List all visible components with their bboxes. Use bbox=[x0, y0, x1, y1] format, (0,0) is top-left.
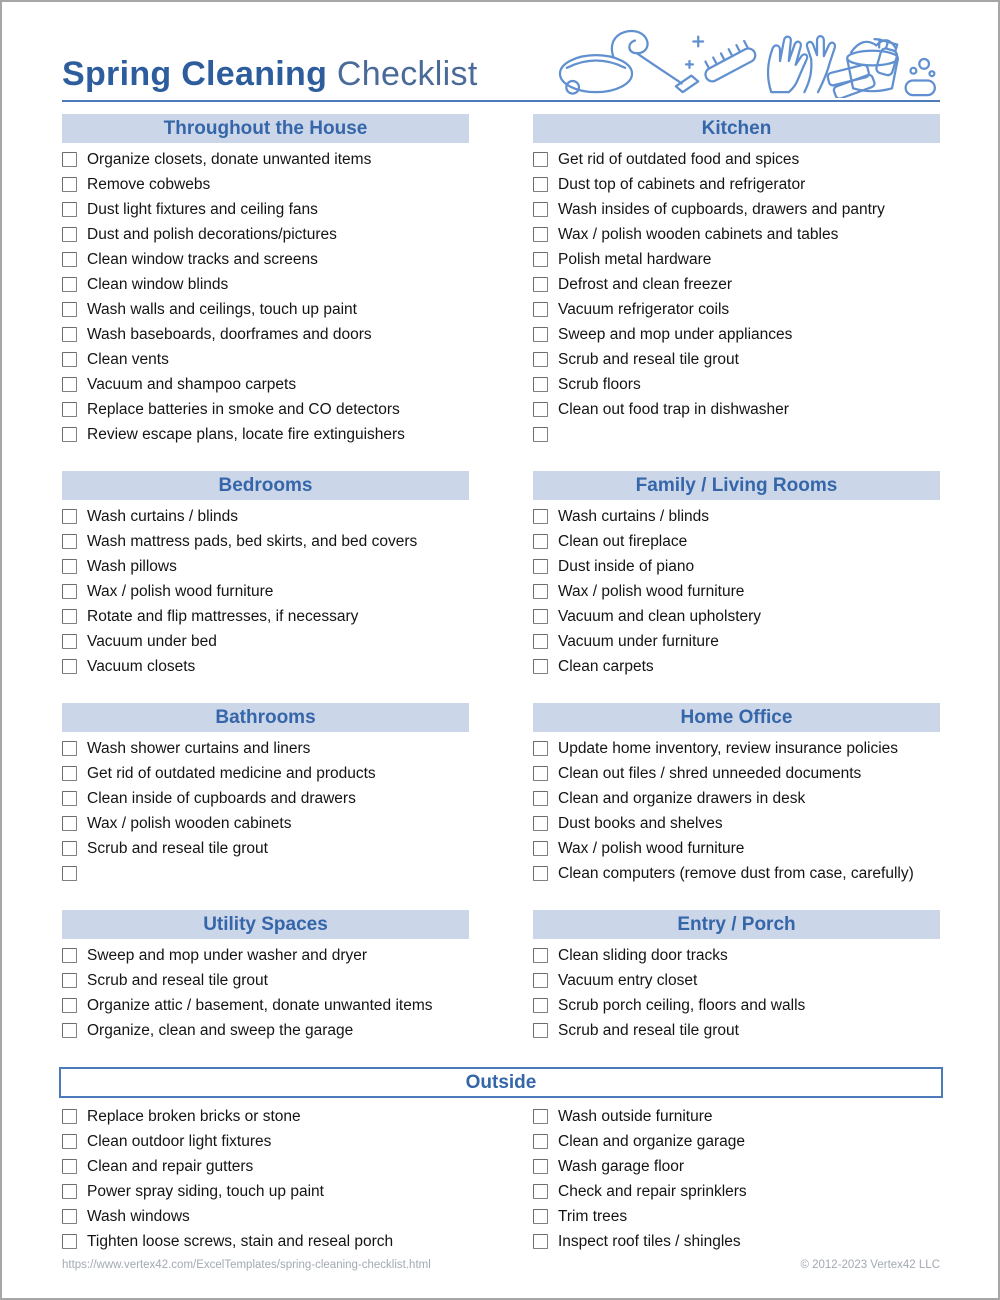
checkbox[interactable] bbox=[533, 609, 548, 624]
checklist-item bbox=[62, 529, 469, 554]
checkbox[interactable] bbox=[62, 741, 77, 756]
checklist-item bbox=[533, 347, 940, 372]
checkbox[interactable] bbox=[533, 152, 548, 167]
section-throughout-the-house-header: Throughout the House bbox=[62, 114, 469, 143]
item-label: Clean window blinds bbox=[87, 275, 229, 293]
page-header bbox=[62, 28, 940, 98]
item-label: Defrost and clean freezer bbox=[558, 275, 733, 293]
checklist-item bbox=[62, 604, 469, 629]
item-label: Clean inside of cupboards and drawers bbox=[87, 789, 356, 807]
checkbox[interactable] bbox=[62, 302, 77, 317]
checkbox[interactable] bbox=[62, 1184, 77, 1199]
section-bathrooms-items bbox=[62, 736, 469, 886]
section-utility-spaces bbox=[62, 910, 469, 1043]
checklist-item bbox=[533, 968, 940, 993]
checklist-item bbox=[533, 736, 940, 761]
checklist-item bbox=[62, 1179, 469, 1204]
rubber-glove-icon bbox=[768, 36, 835, 92]
checklist-item bbox=[62, 247, 469, 272]
item-label: Clean and repair gutters bbox=[87, 1157, 254, 1175]
item-label: Vacuum and shampoo carpets bbox=[87, 375, 297, 393]
item-label: Wash windows bbox=[87, 1207, 190, 1225]
checklist-item bbox=[62, 554, 469, 579]
item-label: Scrub and reseal tile grout bbox=[87, 839, 268, 857]
item-label: Dust books and shelves bbox=[558, 814, 723, 832]
title-main: Spring Cleaning bbox=[62, 55, 328, 93]
section-home-office-items bbox=[533, 736, 940, 886]
checkbox[interactable] bbox=[62, 227, 77, 242]
checklist-item bbox=[62, 397, 469, 422]
checkbox[interactable] bbox=[533, 177, 548, 192]
checklist-item bbox=[533, 297, 940, 322]
item-label: Rotate and flip mattresses, if necessary bbox=[87, 607, 359, 625]
section-entry-porch-items bbox=[533, 943, 940, 1043]
checkbox[interactable] bbox=[533, 277, 548, 292]
checkbox[interactable] bbox=[533, 866, 548, 881]
header-divider bbox=[62, 100, 940, 102]
checkbox[interactable] bbox=[62, 948, 77, 963]
checkbox[interactable] bbox=[62, 1134, 77, 1149]
sparkle-icon bbox=[686, 37, 703, 68]
checklist-item bbox=[533, 322, 940, 347]
checkbox[interactable] bbox=[62, 841, 77, 856]
checkbox[interactable] bbox=[62, 998, 77, 1013]
checklist-item bbox=[62, 861, 469, 886]
footer-url: https://www.vertex42.com/ExcelTemplates/spring-cleaning-checklist.html bbox=[62, 1259, 431, 1271]
section-outside-columns bbox=[62, 1104, 940, 1254]
checkbox[interactable] bbox=[533, 377, 548, 392]
checkbox[interactable] bbox=[533, 402, 548, 417]
checkbox[interactable] bbox=[533, 1184, 548, 1199]
checklist-item bbox=[533, 247, 940, 272]
section-utility-spaces-header: Utility Spaces bbox=[62, 910, 469, 939]
item-label: Wash shower curtains and liners bbox=[87, 739, 311, 757]
checkbox[interactable] bbox=[533, 791, 548, 806]
item-label: Wash curtains / blinds bbox=[558, 507, 710, 525]
checkbox[interactable] bbox=[533, 302, 548, 317]
section-home-office bbox=[533, 703, 940, 886]
section-outside bbox=[62, 1067, 940, 1254]
checklist-item bbox=[533, 222, 940, 247]
item-label: Wash garage floor bbox=[558, 1157, 685, 1175]
section-kitchen-items bbox=[533, 147, 940, 447]
checkbox[interactable] bbox=[533, 634, 548, 649]
checkbox[interactable] bbox=[62, 816, 77, 831]
item-label: Vacuum refrigerator coils bbox=[558, 300, 730, 318]
checklist-item bbox=[62, 1104, 469, 1129]
checkbox[interactable] bbox=[62, 791, 77, 806]
item-label: Wax / polish wood furniture bbox=[558, 582, 745, 600]
item-label: Wax / polish wooden cabinets and tables bbox=[558, 225, 839, 243]
item-label: Inspect roof tiles / shingles bbox=[558, 1232, 741, 1250]
checkbox[interactable] bbox=[533, 252, 548, 267]
item-label: Vacuum under bed bbox=[87, 632, 217, 650]
checklist-item bbox=[533, 604, 940, 629]
item-label: Wash curtains / blinds bbox=[87, 507, 239, 525]
checklist-item bbox=[62, 222, 469, 247]
checklist-item bbox=[533, 554, 940, 579]
section-outside-left-items bbox=[62, 1104, 469, 1254]
section-family-living-rooms-items bbox=[533, 504, 940, 679]
item-label: Polish metal hardware bbox=[558, 250, 712, 268]
item-label: Wash outside furniture bbox=[558, 1107, 713, 1125]
checkbox[interactable] bbox=[62, 1159, 77, 1174]
checklist-item bbox=[62, 811, 469, 836]
item-label: Organize attic / basement, donate unwanted items bbox=[87, 996, 433, 1014]
section-bathrooms bbox=[62, 703, 469, 886]
checklist-item bbox=[62, 993, 469, 1018]
checklist-item bbox=[62, 736, 469, 761]
section-home-office-header: Home Office bbox=[533, 703, 940, 732]
checkbox[interactable] bbox=[533, 202, 548, 217]
item-label: Dust and polish decorations/pictures bbox=[87, 225, 337, 243]
section-bedrooms-items bbox=[62, 504, 469, 679]
item-label: Check and repair sprinklers bbox=[558, 1182, 747, 1200]
checklist-item bbox=[533, 1154, 940, 1179]
checkbox[interactable] bbox=[62, 866, 77, 881]
sections-grid bbox=[62, 114, 940, 1043]
item-label: Dust inside of piano bbox=[558, 557, 695, 575]
checkbox[interactable] bbox=[533, 227, 548, 242]
checklist-item bbox=[62, 968, 469, 993]
item-label: Wax / polish wood furniture bbox=[87, 582, 274, 600]
item-label: Organize closets, donate unwanted items bbox=[87, 150, 372, 168]
vacuum-icon bbox=[560, 31, 698, 94]
item-label: Vacuum entry closet bbox=[558, 971, 698, 989]
checkbox[interactable] bbox=[533, 1209, 548, 1224]
item-label: Power spray siding, touch up paint bbox=[87, 1182, 324, 1200]
item-label: Scrub floors bbox=[558, 375, 641, 393]
checkbox[interactable] bbox=[533, 1023, 548, 1038]
checkbox[interactable] bbox=[533, 741, 548, 756]
item-label: Organize, clean and sweep the garage bbox=[87, 1021, 354, 1039]
checkbox[interactable] bbox=[62, 584, 77, 599]
checkbox[interactable] bbox=[62, 202, 77, 217]
checkbox[interactable] bbox=[62, 534, 77, 549]
item-label: Sweep and mop under washer and dryer bbox=[87, 946, 368, 964]
checklist-item bbox=[62, 197, 469, 222]
page-title bbox=[62, 55, 478, 94]
checklist-item bbox=[533, 993, 940, 1018]
checklist-item bbox=[62, 1129, 469, 1154]
checklist-item bbox=[533, 943, 940, 968]
item-label: Tighten loose screws, stain and reseal porch bbox=[87, 1232, 394, 1250]
item-label: Wax / polish wooden cabinets bbox=[87, 814, 292, 832]
checklist-item bbox=[62, 322, 469, 347]
checkbox[interactable] bbox=[533, 816, 548, 831]
checkbox[interactable] bbox=[533, 659, 548, 674]
item-label: Clean out files / shred unneeded documents bbox=[558, 764, 862, 782]
item-label: Wash insides of cupboards, drawers and pantry bbox=[558, 200, 885, 218]
section-kitchen-header: Kitchen bbox=[533, 114, 940, 143]
checklist-item bbox=[62, 504, 469, 529]
item-label: Clean outdoor light fixtures bbox=[87, 1132, 272, 1150]
item-label: Dust light fixtures and ceiling fans bbox=[87, 200, 318, 218]
checkbox[interactable] bbox=[533, 973, 548, 988]
checklist-item bbox=[62, 297, 469, 322]
checkbox[interactable] bbox=[533, 1159, 548, 1174]
checklist-item bbox=[62, 272, 469, 297]
checkbox[interactable] bbox=[62, 973, 77, 988]
checkbox[interactable] bbox=[62, 327, 77, 342]
item-label: Sweep and mop under appliances bbox=[558, 325, 793, 343]
section-kitchen bbox=[533, 114, 940, 447]
item-label: Update home inventory, review insurance policies bbox=[558, 739, 899, 757]
checklist-item bbox=[533, 1229, 940, 1254]
section-bathrooms-header: Bathrooms bbox=[62, 703, 469, 732]
checkbox[interactable] bbox=[533, 1134, 548, 1149]
page-footer bbox=[62, 1259, 940, 1271]
item-label: Remove cobwebs bbox=[87, 175, 211, 193]
section-bedrooms-header: Bedrooms bbox=[62, 471, 469, 500]
section-throughout-the-house bbox=[62, 114, 469, 447]
checklist-item bbox=[533, 1179, 940, 1204]
item-label: Scrub and reseal tile grout bbox=[558, 1021, 739, 1039]
item-label: Replace broken bricks or stone bbox=[87, 1107, 301, 1125]
checklist-item bbox=[533, 197, 940, 222]
checklist-item bbox=[533, 1018, 940, 1043]
checkbox[interactable] bbox=[62, 634, 77, 649]
checklist-item bbox=[533, 397, 940, 422]
item-label: Get rid of outdated food and spices bbox=[558, 150, 800, 168]
checkbox[interactable] bbox=[62, 766, 77, 781]
item-label: Dust top of cabinets and refrigerator bbox=[558, 175, 806, 193]
checklist-item bbox=[533, 422, 940, 447]
item-label: Clean vents bbox=[87, 350, 169, 368]
checkbox[interactable] bbox=[533, 327, 548, 342]
item-label: Wash walls and ceilings, touch up paint bbox=[87, 300, 357, 318]
checkbox[interactable] bbox=[62, 659, 77, 674]
checklist-item bbox=[62, 786, 469, 811]
checkbox[interactable] bbox=[533, 841, 548, 856]
item-label: Vacuum and clean upholstery bbox=[558, 607, 762, 625]
scrub-brush-icon bbox=[699, 39, 757, 84]
checkbox[interactable] bbox=[533, 427, 548, 442]
item-label: Vacuum under furniture bbox=[558, 632, 719, 650]
item-label: Clean and organize garage bbox=[558, 1132, 745, 1150]
item-label: Scrub porch ceiling, floors and walls bbox=[558, 996, 806, 1014]
item-label: Wax / polish wood furniture bbox=[558, 839, 745, 857]
checklist-item bbox=[62, 654, 469, 679]
item-label: Clean carpets bbox=[558, 657, 654, 675]
checklist-item bbox=[533, 861, 940, 886]
checkbox[interactable] bbox=[533, 766, 548, 781]
checkbox[interactable] bbox=[62, 1109, 77, 1124]
checklist-item bbox=[533, 836, 940, 861]
item-label: Wash baseboards, doorframes and doors bbox=[87, 325, 372, 343]
checkbox[interactable] bbox=[62, 1209, 77, 1224]
item-label: Clean and organize drawers in desk bbox=[558, 789, 806, 807]
item-label: Trim trees bbox=[558, 1207, 628, 1225]
item-label: Clean computers (remove dust from case, carefully) bbox=[558, 864, 914, 882]
section-throughout-the-house-items bbox=[62, 147, 469, 447]
checklist-item bbox=[62, 761, 469, 786]
section-entry-porch bbox=[533, 910, 940, 1043]
checkbox[interactable] bbox=[62, 252, 77, 267]
checkbox[interactable] bbox=[533, 559, 548, 574]
checkbox[interactable] bbox=[62, 509, 77, 524]
checklist-item bbox=[533, 786, 940, 811]
checkbox[interactable] bbox=[62, 377, 77, 392]
checklist-item bbox=[533, 372, 940, 397]
item-label: Get rid of outdated medicine and products bbox=[87, 764, 376, 782]
item-label: Review escape plans, locate fire extinguishers bbox=[87, 425, 405, 443]
item-label: Scrub and reseal tile grout bbox=[87, 971, 268, 989]
checkbox[interactable] bbox=[62, 152, 77, 167]
item-label: Clean window tracks and screens bbox=[87, 250, 318, 268]
checkbox[interactable] bbox=[62, 402, 77, 417]
checkbox[interactable] bbox=[62, 277, 77, 292]
checklist-item bbox=[62, 1204, 469, 1229]
item-label: Wash mattress pads, bed skirts, and bed covers bbox=[87, 532, 418, 550]
checklist-item bbox=[62, 1229, 469, 1254]
bucket-icon bbox=[847, 40, 898, 91]
checklist-item bbox=[62, 1154, 469, 1179]
item-label: Wash pillows bbox=[87, 557, 177, 575]
section-entry-porch-header: Entry / Porch bbox=[533, 910, 940, 939]
item-label: Clean out food trap in dishwasher bbox=[558, 400, 789, 418]
checklist-item bbox=[62, 422, 469, 447]
checkbox[interactable] bbox=[533, 1109, 548, 1124]
checkbox[interactable] bbox=[533, 509, 548, 524]
checklist-item bbox=[533, 1204, 940, 1229]
checkbox[interactable] bbox=[533, 1234, 548, 1249]
checklist-item bbox=[62, 372, 469, 397]
section-family-living-rooms-header: Family / Living Rooms bbox=[533, 471, 940, 500]
checklist-item bbox=[62, 629, 469, 654]
checklist-item bbox=[62, 172, 469, 197]
item-label: Replace batteries in smoke and CO detectors bbox=[87, 400, 400, 418]
checkbox[interactable] bbox=[533, 352, 548, 367]
soap-icon bbox=[906, 59, 935, 95]
checklist-item bbox=[62, 1018, 469, 1043]
checklist-item bbox=[533, 654, 940, 679]
section-utility-spaces-items bbox=[62, 943, 469, 1043]
item-label: Scrub and reseal tile grout bbox=[558, 350, 739, 368]
checklist-item bbox=[62, 147, 469, 172]
item-label: Clean sliding door tracks bbox=[558, 946, 728, 964]
checkbox[interactable] bbox=[62, 177, 77, 192]
checkbox[interactable] bbox=[533, 584, 548, 599]
checklist-item bbox=[533, 1104, 940, 1129]
checklist-item bbox=[533, 1129, 940, 1154]
item-label: Clean out fireplace bbox=[558, 532, 688, 550]
checkbox[interactable] bbox=[62, 352, 77, 367]
checkbox[interactable] bbox=[62, 427, 77, 442]
checklist-item bbox=[533, 504, 940, 529]
checkbox[interactable] bbox=[62, 559, 77, 574]
checklist-item bbox=[533, 629, 940, 654]
checkbox[interactable] bbox=[533, 948, 548, 963]
cleaning-illustration bbox=[548, 24, 940, 98]
footer-copyright: © 2012-2023 Vertex42 LLC bbox=[800, 1259, 940, 1271]
checklist-item bbox=[533, 761, 940, 786]
checklist-item bbox=[533, 811, 940, 836]
checkbox[interactable] bbox=[62, 1234, 77, 1249]
checkbox[interactable] bbox=[533, 998, 548, 1013]
item-label: Vacuum closets bbox=[87, 657, 196, 675]
checkbox[interactable] bbox=[62, 609, 77, 624]
checklist-item bbox=[62, 836, 469, 861]
checkbox[interactable] bbox=[533, 534, 548, 549]
checkbox[interactable] bbox=[62, 1023, 77, 1038]
section-bedrooms bbox=[62, 471, 469, 679]
checklist-item bbox=[533, 529, 940, 554]
checklist-item bbox=[62, 943, 469, 968]
section-outside-right-items bbox=[533, 1104, 940, 1254]
section-outside-header: Outside bbox=[59, 1067, 943, 1098]
checklist-item bbox=[62, 579, 469, 604]
checklist-item bbox=[533, 172, 940, 197]
checklist-item bbox=[533, 272, 940, 297]
checklist-item bbox=[533, 579, 940, 604]
checklist-item bbox=[62, 347, 469, 372]
checklist-item bbox=[533, 147, 940, 172]
title-sub: Checklist bbox=[327, 55, 478, 93]
section-family-living-rooms bbox=[533, 471, 940, 679]
